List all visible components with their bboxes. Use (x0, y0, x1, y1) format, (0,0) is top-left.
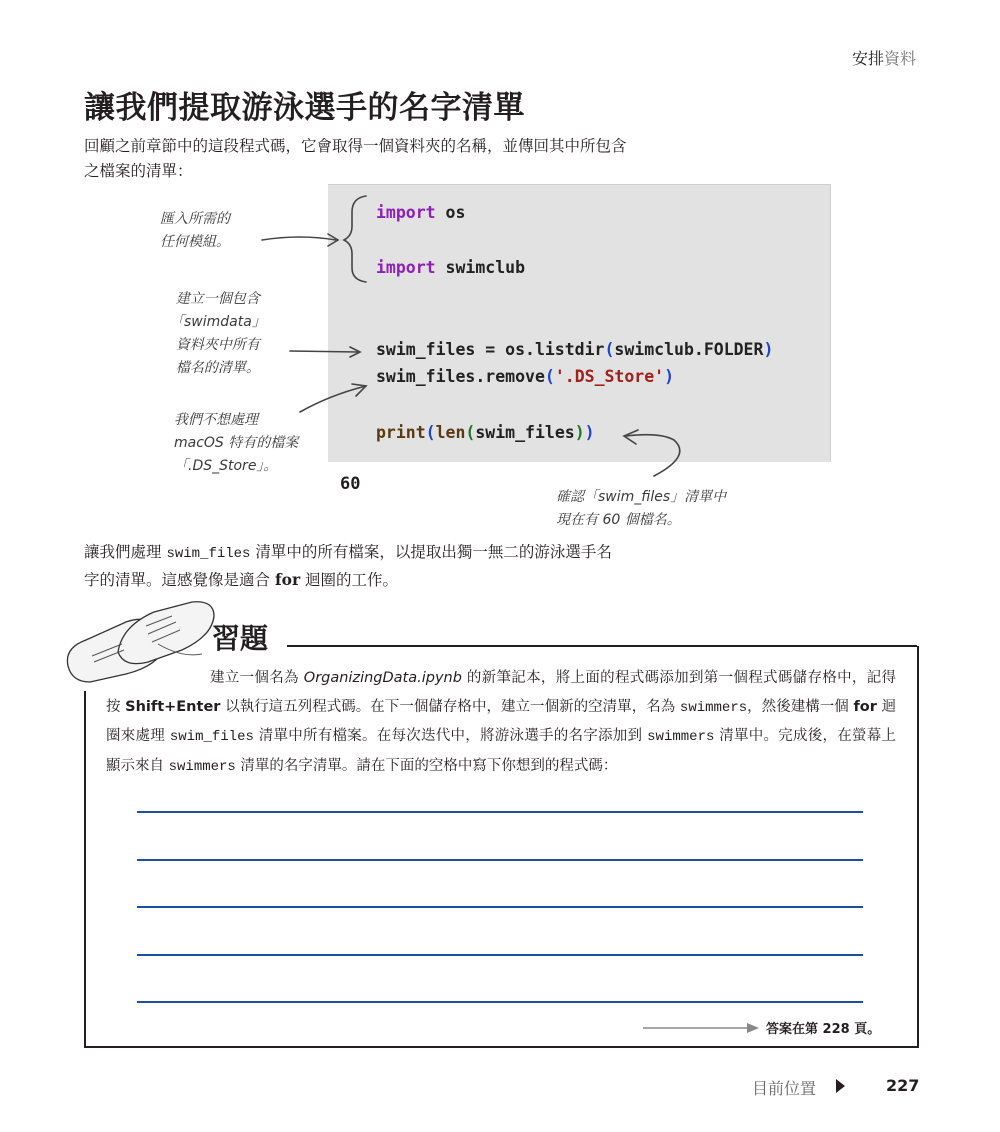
annotation-line: 匯入所需的 (160, 211, 230, 227)
annotation-line: 確認「swim_files」清單中 (556, 489, 727, 505)
page-title: 讓我們提取游泳選手的名字清單 (84, 90, 525, 126)
annotation-line: macOS 特有的檔案 (174, 435, 299, 451)
annotation-line: 我們不想處理 (174, 412, 258, 428)
annotation-line: 現在有 60 個檔名。 (556, 512, 681, 528)
inline-code: swimmers (647, 729, 715, 745)
paren: ) (574, 423, 585, 442)
footer-location: 目前位置 (752, 1079, 817, 1098)
string: '.DS_Store' (554, 367, 665, 386)
annotation-line: 資料夾中所有 (175, 337, 260, 353)
inline-code: swim_files (169, 729, 254, 745)
text: 迴圈來處理 (106, 698, 897, 744)
paren: ( (544, 367, 555, 386)
annotation-line: 「.DS_Store」。 (174, 458, 278, 474)
intro-line: 之檔案的清單： (84, 162, 193, 180)
text: 清單中。完成後，在螢幕上顯示來自 (106, 728, 897, 774)
text: 清單中的所有檔案，以提取出獨一無二的游泳選手名 (250, 543, 612, 561)
keyword: import (376, 258, 436, 277)
chapter-tag-light: 資料 (883, 49, 916, 68)
annotation-line: 檔名的清單。 (175, 360, 260, 376)
text: ，然後建構一個 (747, 698, 854, 715)
answer-line[interactable] (137, 906, 863, 908)
answer-line[interactable] (137, 859, 863, 861)
intro-line: 回顧之前章節中的這段程式碼，它會取得一個資料夾的名稱，並傳回其中所包含 (84, 137, 627, 155)
chapter-tag-bold: 安排 (851, 49, 884, 68)
text: 以執行這五列程式碼。在下一個儲存格中，建立一個新的空清單，名為 (220, 698, 680, 715)
keyword: import (376, 203, 436, 222)
key-combo: Shift+Enter (125, 698, 221, 715)
code-text: swim_files = os.listdir (376, 340, 605, 359)
code-text: swimclub.FOLDER (614, 340, 764, 359)
exercise-top-rule (287, 645, 917, 647)
inline-code: swimmers (168, 758, 236, 775)
text: 字的清單。這感覺像是適合 (84, 571, 275, 589)
paren: ( (425, 423, 436, 442)
text: 建立一個名為 (210, 670, 304, 686)
keyword: for (274, 570, 301, 589)
annotation-line: 「swimdata」 (170, 314, 266, 330)
answer-line[interactable] (137, 954, 863, 956)
inline-code: swimmers (679, 699, 748, 716)
function-name: len (435, 423, 466, 442)
code-output: 60 (340, 474, 361, 494)
function-name: print (376, 423, 426, 442)
body-paragraph (84, 540, 724, 593)
annotation-line: 建立一個包含 (175, 291, 260, 307)
arrow-right-icon (643, 1022, 763, 1034)
annotation-line: 任何模組。 (160, 234, 230, 250)
code-text: os (435, 203, 466, 222)
code-text: swimclub (435, 258, 526, 277)
text: 清單的名字清單。請在下面的空格中寫下你想到的程式碼： (235, 757, 618, 774)
text: 迴圈的工作。 (300, 571, 399, 589)
answer-line[interactable] (137, 811, 863, 813)
paren: ( (604, 340, 615, 359)
text: 的新筆記本，將上面的程式碼添加到第一個程式碼儲存格中，記得按 (106, 670, 897, 715)
file-name: OrganizingData.ipynb (303, 670, 462, 686)
exercise-instructions (106, 664, 896, 781)
code-text: swim_files.remove (376, 367, 545, 386)
page-number: 227 (886, 1076, 920, 1095)
inline-code: swim_files (166, 546, 251, 562)
answer-line[interactable] (137, 1001, 863, 1003)
keyword: for (853, 698, 877, 715)
paren: ) (763, 340, 774, 359)
paren: ( (465, 423, 476, 442)
paren: ) (664, 367, 675, 386)
text: 清單中所有檔案。在每次迭代中，將游泳選手的名字添加到 (253, 728, 648, 744)
exercise-title: 習題 (212, 622, 269, 655)
answer-reference[interactable]: 答案在第 228 頁。 (766, 1022, 881, 1037)
text: 讓我們處理 (84, 543, 167, 561)
triangle-right-icon (836, 1079, 846, 1093)
code-text: swim_files (475, 423, 575, 442)
paren: ) (584, 423, 595, 442)
